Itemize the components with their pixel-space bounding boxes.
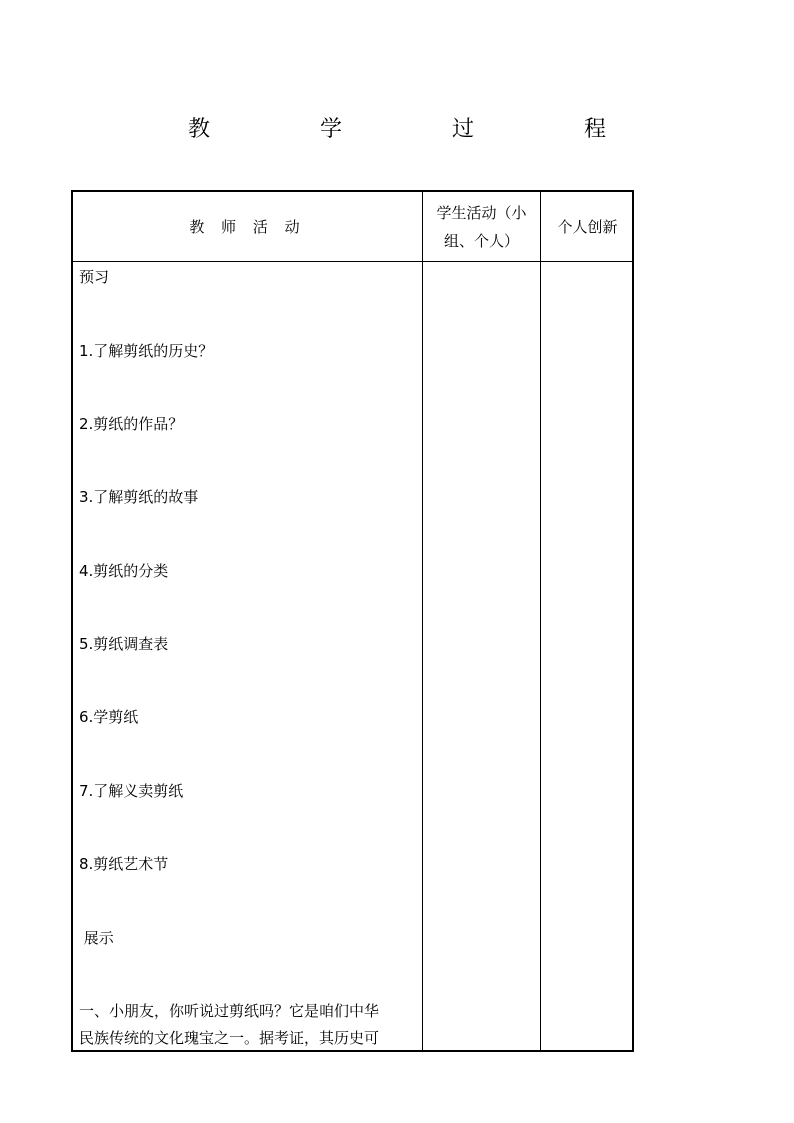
- lesson-process-table: [71, 190, 634, 1052]
- list-item: 5.剪纸调查表: [79, 635, 169, 653]
- paragraph-line: 民族传统的文化瑰宝之一。据考证，其历史可: [79, 1029, 380, 1047]
- list-item: 1.了解剪纸的历史？: [79, 342, 214, 360]
- list-item: 8.剪纸艺术节: [79, 855, 169, 873]
- list-item: 6.学剪纸: [79, 708, 139, 726]
- list-item-display: 展示: [79, 929, 114, 947]
- header-student-line2: 组、个人）: [443, 231, 519, 250]
- list-item-preview: 预习: [79, 268, 110, 286]
- header-student-activity: [423, 192, 540, 261]
- header-personal-innovation: 个人创新: [557, 217, 618, 236]
- student-activity-cell: [423, 262, 540, 1050]
- header-teacher-activity: 教 师 活 动: [189, 217, 306, 236]
- list-item: 2.剪纸的作品？: [79, 415, 184, 433]
- personal-innovation-cell: [541, 262, 634, 1050]
- header-student-line1: 学生活动（小: [436, 203, 527, 222]
- list-item: 4.剪纸的分类: [79, 562, 169, 580]
- list-item: 7.了解义卖剪纸: [79, 782, 184, 800]
- page-title: 教 学 过 程: [187, 117, 650, 142]
- list-item: 3.了解剪纸的故事: [79, 488, 199, 506]
- teacher-activity-cell: [73, 262, 422, 1050]
- paragraph-line: 一、小朋友，你听说过剪纸吗？它是咱们中华: [79, 1002, 380, 1020]
